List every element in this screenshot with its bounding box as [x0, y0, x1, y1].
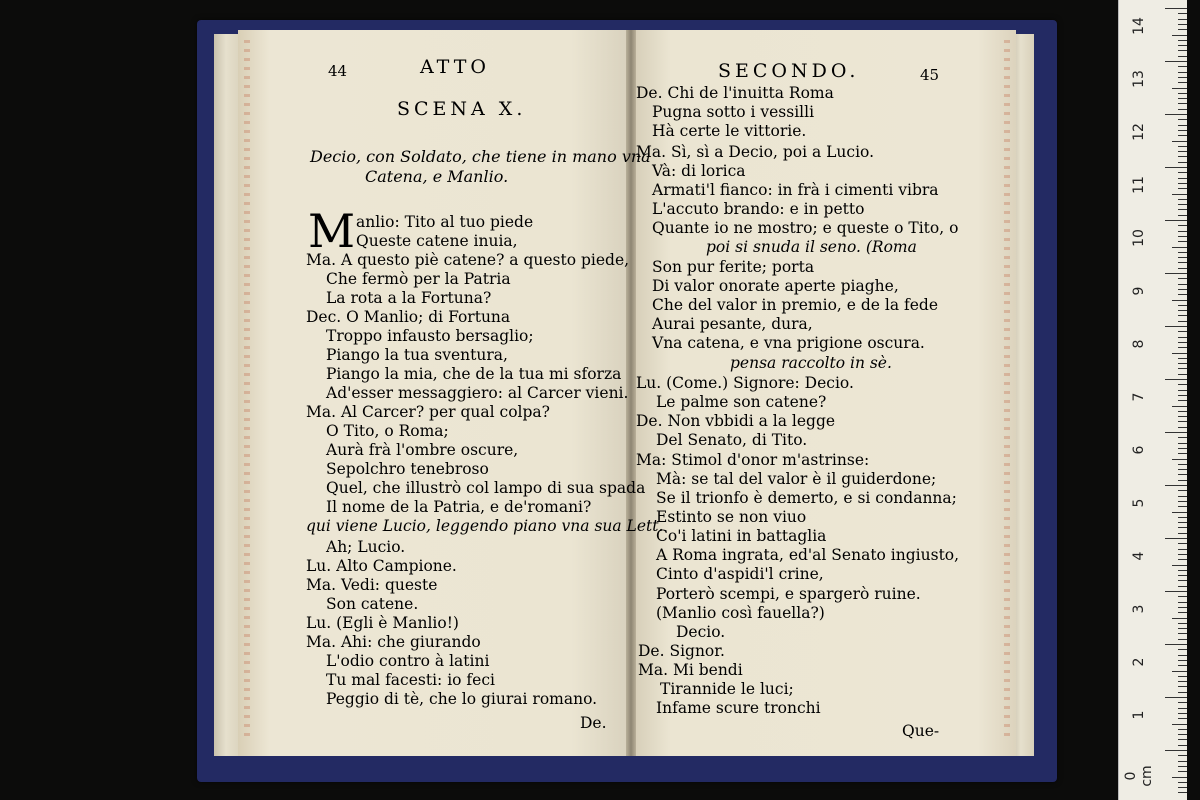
ruler-number: 12 [1131, 123, 1147, 141]
verse-line: Ma. A questo piè catene? a questo piede, [306, 251, 630, 269]
ruler-tick [1178, 702, 1187, 703]
ruler-tick [1165, 8, 1187, 9]
ruler-tick [1178, 50, 1187, 51]
ruler-tick [1178, 628, 1187, 629]
verse-line: Quel, che illustrò col lampo di sua spada [326, 479, 646, 497]
ruler-tick [1178, 501, 1187, 502]
ruler-tick [1178, 469, 1187, 470]
ruler-number: 2 [1131, 657, 1147, 667]
verse-line: pensa raccolto in sè. [730, 354, 892, 372]
ruler-tick [1178, 570, 1187, 571]
verse-line: De. Non vbbidi a la legge [636, 412, 836, 430]
ruler-tick [1178, 384, 1187, 385]
ruler-number: 7 [1131, 392, 1147, 402]
ruler-tick [1178, 427, 1187, 428]
ruler-tick [1165, 697, 1187, 698]
verse-line: Del Senato, di Tito. [656, 431, 808, 449]
ruler-tick [1178, 527, 1187, 528]
ruler-tick [1178, 337, 1187, 338]
ruler-tick [1178, 655, 1187, 656]
right-page-stain [1004, 40, 1010, 740]
ruler-tick [1178, 665, 1187, 666]
ruler-tick [1165, 750, 1187, 751]
verse-line: poi si snuda il seno. (Roma [706, 238, 917, 256]
ruler-tick [1172, 247, 1187, 248]
verse-line: Sepolchro tenebroso [326, 460, 489, 478]
ruler-tick [1178, 517, 1187, 518]
ruler-tick [1178, 443, 1187, 444]
ruler-tick [1178, 554, 1187, 555]
ruler-tick [1178, 612, 1187, 613]
verse-line: Ma. Vedi: queste [306, 576, 438, 594]
ruler-number: 3 [1131, 604, 1147, 614]
ruler-tick [1178, 72, 1187, 73]
verse-line: Ma. Sì, sì a Decio, poi a Lucio. [636, 143, 875, 161]
ruler-tick [1178, 607, 1187, 608]
ruler-number: 9 [1131, 286, 1147, 296]
verse-line: Mà: se tal del valor è il guiderdone; [656, 470, 937, 488]
ruler-tick [1172, 671, 1187, 672]
ruler-tick [1178, 13, 1187, 14]
ruler-tick [1178, 331, 1187, 332]
verse-line: Troppo infausto bersaglio; [326, 327, 534, 345]
ruler-tick [1178, 284, 1187, 285]
ruler-tick [1178, 199, 1187, 200]
verse-line: Lu. (Egli è Manlio!) [306, 614, 459, 632]
verse-line: A Roma ingrata, ed'al Senato ingiusto, [656, 546, 960, 564]
ruler-tick [1178, 77, 1187, 78]
ruler-number: 5 [1131, 498, 1147, 508]
ruler-tick [1172, 88, 1187, 89]
ruler-tick [1178, 549, 1187, 550]
ruler-number: 1 [1131, 710, 1147, 720]
ruler-tick [1165, 326, 1187, 327]
verse-line: Aurà frà l'ombre oscure, [326, 441, 519, 459]
ruler-tick [1178, 119, 1187, 120]
verse-line: Ah; Lucio. [326, 538, 406, 556]
verse-line: Và: di lorica [652, 162, 746, 180]
ruler-tick [1172, 353, 1187, 354]
ruler-tick [1178, 692, 1187, 693]
ruler-tick [1172, 406, 1187, 407]
ruler-tick [1178, 729, 1187, 730]
ruler-tick [1165, 644, 1187, 645]
ruler-number: 4 [1131, 551, 1147, 561]
verse-line: Ma. Ahi: che giurando [306, 633, 481, 651]
verse-line: L'accuto brando: e in petto [652, 200, 865, 218]
ruler-number: 8 [1131, 339, 1147, 349]
verse-line: Lu. (Come.) Signore: Decio. [636, 374, 854, 392]
ruler-tick [1178, 676, 1187, 677]
ruler-tick [1172, 724, 1187, 725]
ruler-tick [1178, 215, 1187, 216]
verse-line: anlio: Tito al tuo piede [356, 213, 534, 231]
ruler-tick [1178, 130, 1187, 131]
verse-line: Peggio di tè, che lo giurai romano. [326, 690, 598, 708]
ruler-tick [1178, 178, 1187, 179]
ruler-tick [1178, 162, 1187, 163]
ruler-tick [1178, 241, 1187, 242]
ruler-tick [1178, 421, 1187, 422]
verse-line: qui viene Lucio, leggendo piano vna sua Lett. [306, 517, 664, 535]
ruler-tick [1178, 172, 1187, 173]
ruler-tick [1178, 464, 1187, 465]
ruler-tick [1178, 225, 1187, 226]
ruler-number: 10 [1131, 229, 1147, 247]
ruler-tick [1178, 496, 1187, 497]
ruler-tick [1178, 204, 1187, 205]
ruler-tick [1178, 411, 1187, 412]
verse-line: L'odio contro à latini [326, 652, 490, 670]
ruler-tick [1178, 437, 1187, 438]
stage-direction-line: Catena, e Manlio. [365, 167, 509, 186]
ruler-tick [1178, 294, 1187, 295]
ruler-tick [1165, 273, 1187, 274]
ruler-tick [1178, 56, 1187, 57]
verse-line: Quante io ne mostro; e queste o Tito, o [652, 219, 959, 237]
verse-line: Son pur ferite; porta [652, 258, 815, 276]
ruler-tick [1178, 745, 1187, 746]
verse-line: Vna catena, e vna prigione oscura. [652, 334, 925, 352]
ruler-tick [1178, 305, 1187, 306]
ruler-tick [1172, 618, 1187, 619]
ruler-tick [1178, 649, 1187, 650]
right-page-number: 45 [920, 66, 940, 84]
ruler-tick [1178, 257, 1187, 258]
ruler-tick [1178, 40, 1187, 41]
verse-line: Di valor onorate aperte piaghe, [652, 277, 899, 295]
ruler-tick [1178, 252, 1187, 253]
ruler-tick [1178, 310, 1187, 311]
ruler-tick [1165, 432, 1187, 433]
verse-line: Porterò scempi, e spargerò ruine. [656, 585, 921, 603]
ruler-tick [1178, 474, 1187, 475]
ruler-tick [1178, 506, 1187, 507]
ruler-tick [1178, 734, 1187, 735]
ruler-tick [1178, 125, 1187, 126]
ruler-tick [1178, 342, 1187, 343]
ruler-tick [1178, 755, 1187, 756]
ruler-tick [1178, 183, 1187, 184]
left-page-stain [244, 40, 250, 740]
ruler-tick [1178, 713, 1187, 714]
verse-line: Decio. [676, 623, 726, 641]
ruler-tick [1178, 103, 1187, 104]
verse-line: (Manlio così fauella?) [656, 604, 825, 622]
verse-line: Hà certe le vittorie. [652, 122, 807, 140]
verse-line: Queste catene inuia, [356, 232, 518, 250]
verse-line: Lu. Alto Campione. [306, 557, 457, 575]
ruler-tick [1178, 681, 1187, 682]
ruler-tick [1165, 379, 1187, 380]
ruler-tick [1178, 490, 1187, 491]
ruler-tick [1178, 559, 1187, 560]
ruler-tick [1165, 591, 1187, 592]
verse-line: Tirannide le luci; [660, 680, 794, 698]
ruler-tick [1178, 782, 1187, 783]
ruler-tick [1172, 777, 1187, 778]
ruler-tick [1178, 395, 1187, 396]
ruler-tick [1178, 45, 1187, 46]
verse-line: O Tito, o Roma; [326, 422, 449, 440]
ruler-tick [1172, 194, 1187, 195]
ruler-tick [1178, 236, 1187, 237]
verse-line: Ma. Al Carcer? per qual colpa? [306, 403, 550, 421]
verse-line: Infame scure tronchi [656, 699, 821, 717]
ruler-tick [1178, 109, 1187, 110]
verse-line: Pugna sotto i vessilli [652, 103, 815, 121]
verse-line: Aurai pesante, dura, [652, 315, 813, 333]
verse-line: Ma: Stimol d'onor m'astrinse: [636, 451, 870, 469]
ruler-tick [1172, 35, 1187, 36]
ruler-tick [1178, 82, 1187, 83]
drop-cap: M [308, 204, 356, 258]
ruler-tick [1178, 533, 1187, 534]
ruler-tick [1178, 400, 1187, 401]
ruler-tick [1165, 538, 1187, 539]
ruler-tick [1178, 29, 1187, 30]
ruler-tick [1178, 268, 1187, 269]
verse-line: Co'i latini in battaglia [656, 527, 827, 545]
verse-line: De. Chi de l'inuitta Roma [636, 84, 834, 102]
ruler-tick [1178, 480, 1187, 481]
right-catchword: Que- [902, 722, 940, 740]
ruler-tick [1178, 739, 1187, 740]
ruler-tick [1165, 220, 1187, 221]
left-running-head: ATTO [420, 56, 490, 78]
verse-line: Piango la mia, che de la tua mi sforza [326, 365, 622, 383]
ruler-tick [1178, 416, 1187, 417]
ruler-number: 6 [1131, 445, 1147, 455]
ruler-tick [1178, 19, 1187, 20]
verse-line: Piango la tua sventura, [326, 346, 508, 364]
ruler-tick [1178, 602, 1187, 603]
ruler-tick [1178, 771, 1187, 772]
ruler-tick [1178, 347, 1187, 348]
ruler-tick [1178, 24, 1187, 25]
verse-line: Che fermò per la Patria [326, 270, 511, 288]
ruler-tick [1178, 209, 1187, 210]
ruler-tick [1178, 146, 1187, 147]
ruler-tick [1178, 374, 1187, 375]
left-catchword: De. [580, 714, 607, 732]
ruler-tick [1178, 151, 1187, 152]
verse-line: De. Signor. [638, 642, 725, 660]
ruler-tick [1178, 575, 1187, 576]
ruler-tick [1178, 358, 1187, 359]
verse-line: Cinto d'aspidi'l crine, [656, 565, 824, 583]
ruler-tick [1178, 792, 1187, 793]
ruler-tick [1165, 114, 1187, 115]
ruler-tick [1178, 321, 1187, 322]
ruler-number: 11 [1131, 176, 1147, 194]
verse-line: Dec. O Manlio; di Fortuna [306, 308, 511, 326]
ruler-tick [1172, 565, 1187, 566]
left-page-number: 44 [328, 62, 348, 80]
measuring-ruler [1118, 0, 1187, 800]
ruler-tick [1178, 580, 1187, 581]
stage-direction-line: Decio, con Soldato, che tiene in mano vna [310, 147, 651, 166]
ruler-tick [1178, 633, 1187, 634]
ruler-tick [1178, 262, 1187, 263]
right-running-head: SECONDO. [718, 60, 860, 82]
ruler-tick [1178, 278, 1187, 279]
ruler-tick [1178, 761, 1187, 762]
verse-line: Se il trionfo è demerto, e si condanna; [656, 489, 957, 507]
verse-line: Armati'l fianco: in frà i cimenti vibra [652, 181, 939, 199]
ruler-tick [1178, 363, 1187, 364]
scene-title: SCENA X. [397, 98, 527, 120]
ruler-tick [1178, 98, 1187, 99]
ruler-tick [1178, 66, 1187, 67]
ruler-tick [1178, 156, 1187, 157]
ruler-tick [1178, 93, 1187, 94]
ruler-tick [1165, 167, 1187, 168]
verse-line: Ma. Mi bendi [638, 661, 743, 679]
ruler-tick [1178, 543, 1187, 544]
ruler-number: 0 cm [1123, 765, 1155, 787]
ruler-tick [1172, 141, 1187, 142]
ruler-tick [1178, 390, 1187, 391]
ruler-tick [1178, 135, 1187, 136]
ruler-tick [1178, 639, 1187, 640]
ruler-tick [1178, 718, 1187, 719]
verse-line: Estinto se non viuo [656, 508, 807, 526]
ruler-tick [1178, 660, 1187, 661]
ruler-tick [1178, 448, 1187, 449]
verse-line: Il nome de la Patria, e de'romani? [326, 498, 592, 516]
ruler-tick [1178, 708, 1187, 709]
ruler-tick [1178, 289, 1187, 290]
ruler-tick [1178, 586, 1187, 587]
ruler-tick [1172, 300, 1187, 301]
ruler-tick [1178, 231, 1187, 232]
ruler-tick [1178, 623, 1187, 624]
ruler-tick [1172, 512, 1187, 513]
verse-line: Tu mal facesti: io feci [326, 671, 495, 689]
ruler-tick [1178, 315, 1187, 316]
verse-line: Le palme son catene? [656, 393, 827, 411]
ruler-tick [1178, 522, 1187, 523]
ruler-number: 14 [1131, 17, 1147, 35]
ruler-tick [1178, 368, 1187, 369]
ruler-tick [1178, 686, 1187, 687]
ruler-number: 13 [1131, 70, 1147, 88]
ruler-tick [1178, 453, 1187, 454]
verse-line: Che del valor in premio, e de la fede [652, 296, 939, 314]
ruler-tick [1178, 787, 1187, 788]
ruler-tick [1178, 188, 1187, 189]
ruler-tick [1165, 61, 1187, 62]
ruler-tick [1172, 459, 1187, 460]
verse-line: Son catene. [326, 595, 419, 613]
verse-line: Ad'esser messaggiero: al Carcer vieni. [326, 384, 629, 402]
verse-line: La rota a la Fortuna? [326, 289, 492, 307]
ruler-tick [1165, 485, 1187, 486]
ruler-tick [1178, 596, 1187, 597]
ruler-tick [1178, 766, 1187, 767]
